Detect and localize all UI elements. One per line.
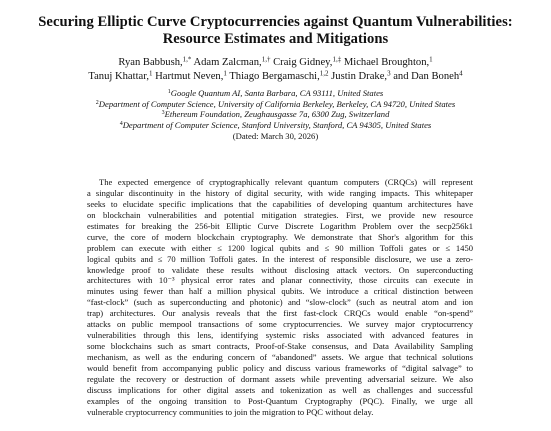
abstract-line: attacks on public mempool transactions of some cryptocurrencies. We survey major cryptocurrency	[87, 319, 473, 330]
affiliation-text: Department of Computer Science, Stanford University, Stanford, CA 94305, United States	[122, 119, 432, 130]
authors-line-2	[0, 70, 551, 84]
affiliation-item	[0, 120, 551, 131]
abstract-line: logical qubits and ≤ 70 million Toffoli gates. In the interest of responsible disclosure, we use a zero-	[87, 253, 473, 264]
affiliation-text: Department of Computer Science, University of California Berkeley, Berkeley, CA 94720, United States	[98, 98, 456, 109]
author-affil-mark: 3	[387, 69, 391, 77]
author-name: Ryan Babbush,	[118, 57, 183, 68]
author-list	[0, 56, 551, 83]
abstract-line: seeks to elucidate specific implications that the capabilities of developing quantum architectures have	[87, 198, 473, 209]
affiliation-mark: 1	[167, 89, 171, 95]
abstract-line: vulnerable cryptocurrency communities to join the migration to PQC without delay.	[87, 406, 374, 417]
author-name: and Dan Boneh	[390, 70, 460, 82]
affiliation-item	[0, 88, 551, 99]
abstract-line: trap) architectures. Our analysis reveals that the first fast-clock CRQCs would enable “on-spend”	[87, 308, 473, 319]
affiliation-mark: 3	[161, 110, 165, 117]
paper-date: (Dated: March 30, 2026)	[232, 131, 319, 141]
abstract-line: would benefit from accompanying public policy and discuss various frameworks of “digital salvage” to	[87, 362, 473, 373]
affiliation-item	[0, 109, 551, 120]
affiliation-mark: 4	[119, 120, 123, 127]
affiliation-mark: 2	[95, 99, 99, 106]
author-affil-mark: 1	[148, 69, 153, 77]
author-name: Tanuj Khattar,	[88, 70, 149, 82]
title-line-1: Securing Elliptic Curve Cryptocurrencies against Quantum Vulnerabilities:	[38, 14, 513, 30]
abstract-line: on blockchain vulnerabilities and potential mitigation strategies. First, we provide new resource	[87, 209, 473, 220]
abstract-line: mechanism, as well as the enduring concern of “abandoned” assets. We argue that technical solutions	[87, 352, 473, 362]
abstract-line: architectures with 10⁻³ physical error rates and planar connectivity, those circuits can execute in	[87, 275, 473, 286]
abstract-line: problem can execute with either ≤ 1200 logical qubits and ≤ 90 million Toffoli gates or ≤ 1450	[87, 242, 473, 253]
author-name: Craig Gidney,	[270, 57, 333, 68]
affiliation-text: Google Quantum AI, Santa Barbara, CA 93111, United States	[170, 88, 384, 98]
abstract	[87, 177, 473, 418]
abstract-line: a singular discontinuity in the history of digital security, with wide ranging impacts. This whitepaper	[87, 187, 473, 198]
author-affil-mark: 1	[223, 69, 227, 77]
author-affil-mark: 1,†	[261, 55, 271, 64]
affiliation-list	[0, 88, 551, 130]
abstract-line: curve, the core of modern blockchain cryptography. We demonstrate that Shor's algorithm for this	[87, 231, 473, 242]
abstract-line: knowledge proof to validate these results without disclosing attack vectors. On superconducting	[87, 264, 473, 275]
abstract-line: minutes using fewer than half a million physical qubits. We introduce a critical distinction between	[87, 286, 473, 297]
author-affil-mark: 4	[459, 69, 463, 77]
abstract-line: regulate the recovery or destruction of dormant assets while preventing adversarial seizure. We also	[87, 373, 473, 384]
abstract-line: “fast-clock” (such as superconducting and photonic) and “slow-clock” (such as neutral atom and ion	[87, 297, 473, 308]
author-name: Thiago Bergamaschi,	[226, 70, 320, 82]
abstract-line: some blockchains such as smart contracts, Proof-of-Stake consensus, and Data Availability Sampling	[87, 341, 473, 352]
abstract-line: examples of the ongoing transition to Post-Quantum Cryptography (PQC). Finally, we urge all	[87, 395, 473, 406]
abstract-line: discuss implications for other digital assets and tokenization as well as challenges and successful	[87, 384, 473, 395]
author-name: Adam Zalcman,	[191, 57, 262, 68]
authors-line-1	[0, 56, 551, 70]
author-name: Michael Broughton,	[341, 57, 430, 68]
author-name: Justin Drake,	[328, 70, 388, 82]
author-name: Hartmut Neven,	[152, 70, 224, 82]
author-affil-mark: 1,*	[182, 55, 192, 64]
author-affil-mark: 1	[429, 55, 433, 64]
author-affil-mark: 1,2	[319, 69, 329, 77]
paper-title	[0, 14, 551, 48]
abstract-line: vulnerabilities through this lens, identifying systemic risks associated with advanced features in	[87, 330, 473, 341]
title-line-2: Resource Estimates and Mitigations	[162, 31, 389, 47]
abstract-line: estimates for breaking the 256-bit Elliptic Curve Discrete Logarithm Problem over the secp256k1	[87, 220, 473, 231]
affiliation-text: Ethereum Foundation, Zeughausgasse 7a, 6300 Zug, Switzerland	[164, 109, 390, 120]
affiliation-item	[0, 99, 551, 110]
author-affil-mark: 1,‡	[332, 55, 342, 64]
abstract-line: The expected emergence of cryptographically relevant quantum computers (CRQCs) will represent	[99, 177, 473, 187]
